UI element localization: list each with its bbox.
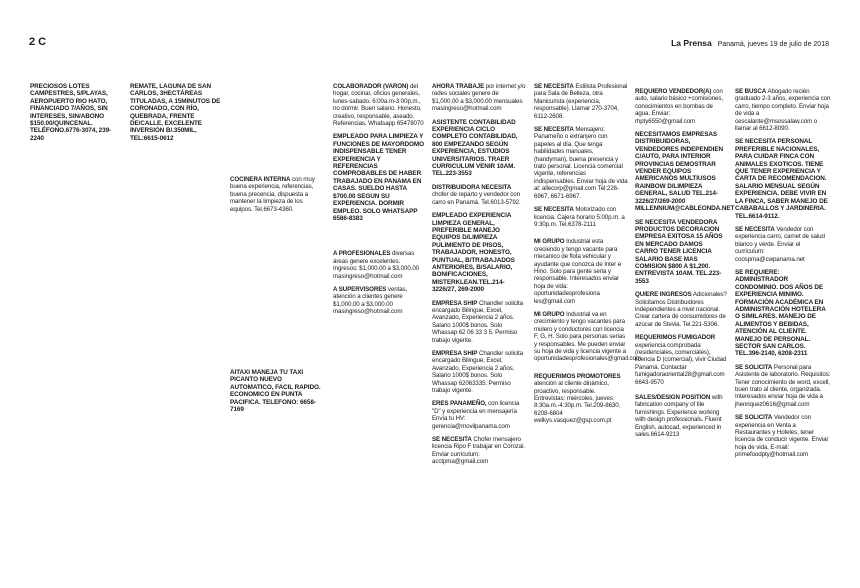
ad-lead: NECESITAMOS EMPRESAS DISTRIBUIDORAS, VENDEDORES INDEPENDIEN C/AUTO, PARA INTERIOR PROVINCIAS DEMOSTRAR VENDER EQUIPOS AMERICANOS MULTIUSOS RAINBOW D/LIMPIEZA GENERAL, SALUD TEL.214-3226/27/269-2000 MILLENNIUM@CABLEONDA.NET: [635, 131, 735, 213]
classified-ad: [735, 88, 831, 132]
classified-column: [534, 83, 641, 495]
ad-body: diversas áreas genere excelentes. Ingresos: $1,000.00 a $3,000.00 masingreso@hotmail.com: [333, 250, 420, 280]
ad-lead: ERES PANAMEÑO,: [432, 400, 487, 408]
classified-ad: [30, 83, 123, 142]
classified-ad: [635, 219, 727, 286]
classified-ad: [333, 250, 425, 280]
ad-lead: SE NECESITA VENDEDORA PRODUCTOS DECORACION EMPRESA EXITOSA 15 AÑOS EN MERCADO DAMOS CARRO TENER LICENCIA SALARIO BASE MAS COMISION $800 A $1,200. ENTREVISTA 10AM. TEL.223-3553: [635, 218, 723, 285]
classified-ad: [635, 88, 727, 125]
ad-body: Motorizado con licencia. Cajera horario 5:00p.m. a 9:30p.m. Tel.6378-2111: [534, 206, 625, 228]
ad-lead: SALES/DESIGN POSITION: [635, 394, 711, 402]
ad-lead: AHORA TRABAJE: [432, 83, 485, 90]
header-right: [671, 38, 829, 48]
classified-ad: [534, 373, 628, 425]
classified-ad: [735, 269, 831, 358]
ad-lead: A SUPERVISORES: [333, 285, 387, 293]
ad-lead: REQUERIMOS PROMOTORES: [534, 372, 621, 380]
ad-body: con muy buena experiencia, referencias, buena precencia, dispuesta a mantener la limpieza de los equipos. Tel.6673-4360.: [230, 176, 315, 213]
ad-lead: MI GRUPO: [534, 238, 565, 246]
classified-ad: [534, 238, 628, 305]
classified-ad: [432, 436, 526, 466]
classified-ad: [432, 212, 526, 293]
ad-lead: EMPRESA SHIP: [432, 299, 478, 307]
ad-lead: EMPLEADO PARA LIMPIEZA Y FUNCIONES DE MAYORDOMO INDISPENSABLE TENER EXPERIENCIA Y REFERENCIAS COMPROBABLES DE HABER TRABAJADO EN PANAMA EN CASAS. SUELDO HASTA $700.00 SEGUN SU EXPERIENCIA. DORMIR EMPLEO. SOLO WHATSAPP 6586-8383: [333, 133, 424, 222]
classified-ad: [333, 286, 425, 316]
ad-lead: SE NECESITA: [432, 436, 472, 444]
ad-body: con auto, salario básico +comisiones, conocimientos en bombas de agua. Enviar: rhpty6550@gmail.com: [635, 88, 724, 125]
ad-lead: SE NECESITA: [735, 225, 775, 233]
classified-ad: [735, 138, 831, 219]
ad-body: Estilista Profesional para Sala de Belleza, otra Manicurista (experiencia, responsable). Llamar 270-3704, 6112-2608.: [534, 83, 628, 120]
ad-body: Chandler solicita encargado Bilingue, Excel, Avanzado, Experiencia 2 años. Salario 1000$ bonos. Solo Whassap 62 06 33 3 5. Permiso trabajo vigente.: [432, 299, 524, 344]
classified-ad: [735, 364, 831, 408]
ad-body: con licencia "D" y experiencia en mensajería Envía tu HV: gerencia@movilpanama.com: [432, 400, 520, 430]
classified-column: [230, 83, 326, 588]
classified-ad: [333, 83, 425, 127]
ad-body: Abogado recién graduado 2-3 años, experiencia con carro, tiempo completo. Enviar hoja de vida a cescalante@msossalaw.com o llamar al 6612-8090.: [735, 88, 831, 133]
classified-ad: [534, 83, 628, 120]
ad-lead: SE BUSCA: [735, 88, 767, 95]
ad-body: Chandler solicita encargado Bilingue, Excel, Avanzado, Experiencia 2 años. Salario 1000$ bonos. Solo Whassap 62063335. Permiso trabajo vigente.: [432, 350, 524, 395]
ad-lead: PRECIOSOS LOTES CAMPESTRES, 5/PLAYAS, AEROPUERTO RIO HATO, FINANCIADO 7/AÑOS, SIN INTERESES, SIN/ABONO $150.00/QUINCENAL. TELÉFONO.6776-3074, 239-2240: [30, 83, 112, 142]
ad-lead: COCINERA INTERNA: [230, 176, 291, 183]
ad-body: Industrial esta creciendo y tengo vacante para mecanico de flota vehicular y ayudante que conozca de Inter e Hino. Solo para gente seria y responsable. Interesados enviar hoja de vida: oportunidadesprofesiona les@gmail.com: [534, 238, 622, 305]
classified-ad: [534, 310, 641, 363]
classified-ad: [635, 334, 727, 386]
page-number: 2 C: [29, 36, 47, 48]
ad-lead: COLABORADOR (VARON): [333, 83, 409, 90]
classified-ad: [130, 83, 223, 142]
ad-body: ventas, atención a clientes genere $1,000.00 a $3,000.00 masingreso@hotmail.com: [333, 285, 408, 316]
classified-ad: [635, 131, 735, 213]
classified-ad: [432, 400, 526, 430]
ad-lead: SE NECESITA: [534, 83, 574, 90]
classified-ad: [432, 119, 526, 178]
ad-body: Personal para Asistente de laboratorio. Requisitos: Tener conocimiento de word, excell, buen trato al cliente, organizada. Interesados enviar hoja de vida a jhenriquez0616@gmail.com: [735, 363, 831, 408]
ad-lead: REQUIERO VENDEDOR(A): [635, 88, 712, 95]
classified-ad: [432, 300, 526, 344]
classified-ad: [230, 176, 326, 213]
classified-ad: [432, 350, 526, 394]
classified-ad: [735, 226, 831, 263]
ad-lead: REMATE, LAGUNA DE SAN CARLOS, 3HECTÁREAS TITULADAS, A 15MINUTOS DE CORONADO, CON RÍO, QUEBRADA, FRENTE DE/CALLE, EXCELENTE INVERSIÓN B/.350MIL, TEL:6615-0612: [130, 83, 221, 142]
ad-lead: A PROFESIONALES: [333, 250, 391, 258]
ad-body: Chofer mensajero licencia Ripo F trabajar en Corozal. Enviar curriculum: acctpma@gmail.com: [432, 436, 526, 466]
ad-body: Industrial va en crecimiento y tengo vacantes para mulero y conductores con licencia F, G, H. Solo para personas serias y responsables. Me pueden enviar su hoja de vida y licencia vigente a oportunidadesprofesionales@gmail.com: [534, 310, 641, 363]
classified-column: [432, 83, 526, 495]
classified-ad: [635, 291, 727, 328]
ad-lead: EMPLEADO EXPERIENCIA LIMPIEZA GENERAL, PREFERIBLE MANEJO EQUIPOS D/LIMPIEZA PULIMIENTO DE PISOS, TRABAJADOR, HONESTO, PUNTUAL, B/TRABAJADOS ANTERIORES, B/SALARIO, BONIFICACIONES, MISTERKLEAN.TEL.214-3226/27, 269-2000: [432, 212, 515, 294]
classified-ad: [432, 184, 526, 206]
classified-ad: [230, 369, 326, 413]
ad-lead: DISTRIBUIDORA NECESITA: [432, 183, 512, 191]
classified-ad: [534, 126, 628, 200]
ad-lead: QUIERE INGRESOS: [635, 291, 692, 299]
ad-body: experiencia comprobada (residenciales, comerciales), licencia D (comercial), vivir Ciudad Panamá. Contactar fumigadoraoriental28@gmail.com 6643-9570: [635, 341, 727, 386]
ad-body: por internet y/o redes sociales genere de $1,000.00 a $3,000.00 mensuales masingreso@hotmail.com: [432, 83, 526, 113]
classified-column: [635, 83, 735, 500]
classified-column: [735, 83, 831, 500]
ad-body: Vendedor con experiencia carro, carnet de salud blanco y verde. Enviar el currículum: coospma@cwpanama.net: [735, 225, 825, 263]
ad-body: del hogar, cocinar, oficios generales, lunes-sabado. 6:00a.m-3:00p.m., no dormir. Buen salario. Honesto, creativo, responsable, aseado. Referencias. Whatsapp 65478070: [333, 83, 424, 128]
classified-ad: [534, 206, 628, 228]
column-spacer: [333, 228, 425, 250]
ad-lead: SE NECESITA: [534, 206, 574, 214]
ad-lead: MI GRUPO: [534, 310, 565, 318]
classified-ad: [333, 133, 425, 222]
ad-lead: SE SOLICITA: [735, 363, 773, 371]
classified-column: [30, 83, 123, 495]
newspaper-name: La Prensa: [671, 38, 712, 48]
ad-lead: SE NECESITA PERSONAL PREFERIBLE NACIONALES, PARA CUIDAR FINCA CON ANIMALES EXOTICOS. TIENE QUE TENER EXPERIENCIA Y CARTA DE RECOMENDACION. SALARIO MENSUAL SEGÚN EXPERIENCIA. DEBE VIVIR EN LA FINCA, SABER MANEJO DE CABABALLOS Y JARDINERIA. TEL.6614-9112.: [735, 138, 828, 220]
ad-lead: EMPRESA SHIP: [432, 350, 478, 357]
classified-ad: [635, 394, 727, 438]
date-line: Panamá, jueves 19 de julio de 2018: [717, 41, 829, 48]
ad-body: chofer de reparto y vendedor con carro en Panamá. Tel.6013-5792.: [432, 191, 521, 206]
classified-ad: [432, 83, 526, 113]
ad-body: with fabrication company of tile furnishings. Experience working with design professionals. Fluent English, autocad, experienced in sales.6614-9213: [635, 394, 723, 439]
column-spacer: [230, 219, 326, 369]
ad-lead: REQUERIMOS FUMIGADOR: [635, 334, 716, 342]
ad-body: Vendedor con experiencia en Venta a Restaurantes y Hoteles, tener licencia de conducir vigente. Enviar hoja de vida, E-mail: primefoodpty@hotmail.com: [735, 414, 829, 459]
ad-lead: ASISTENTE CONTABILIDAD EXPERIENCIA CICLO COMPLETO CONTABILIDAD, 800 EMPEZANDO SEGÚN EXPERIENCIA, ESTUDIOS UNIVERSITARIOS. TRAER CURRICULUM VENIR 10AM. TEL.223-3553: [432, 118, 518, 178]
classified-column: [333, 83, 425, 495]
ad-body: atención al cliente dinámico, proactivo, responsable. Entrevistas: miércoles, jueves 8:30a.m.-4:30p.m. Tel.209-8630, 6208-6804 welkys.vasquez@gsp.com.pt: [534, 380, 621, 425]
classified-column: [130, 83, 223, 495]
page-header: [0, 0, 860, 52]
ad-body: Adicionales? Solicitamos Distribuidores independientes a nivel nacional. Crear cartera de consumidores de azúcar de Stevia. Tel.221-5306.: [635, 291, 727, 328]
ad-lead: SE NECESITA: [534, 126, 574, 134]
ad-lead: AITAXI MANEJA TU TAXI PICANTO NUEVO AUTOMATICO, FACIL RAPIDO. ECONOMICO EN PUNTA PACIFICA. TELEFONO: 6658-7169: [230, 369, 321, 414]
ad-lead: SE SOLICITA: [735, 414, 773, 422]
ad-body: Mensajero: Panameño o extranjero con papeles al día. Que tenga habilidades manuales, (handyman), buena presencia y trato personal. Licencia comercial vigente, referencias indispensables. Enviar hoja de vida al: allecorp@gmail.com Tel:226-6967, 6671-6967.: [534, 126, 628, 200]
ad-lead: SE REQUIERE: ADMINISTRADOR CONDOMINIO. DOS AÑOS DE EXPERIENCIA MINIMO. FORMACIÓN ACADÉMICA EN ADMINISTRACIÓN HOTELERA O SIMILARES. MANEJO DE ALIMENTOS Y BEBIDAS, ATENCIÓN AL CLIENTE. MANEJO DE PERSONAL. SECTOR SAN CARLOS. TEL.396-2140, 6208-2311: [735, 268, 826, 358]
classified-ad: [735, 414, 831, 458]
